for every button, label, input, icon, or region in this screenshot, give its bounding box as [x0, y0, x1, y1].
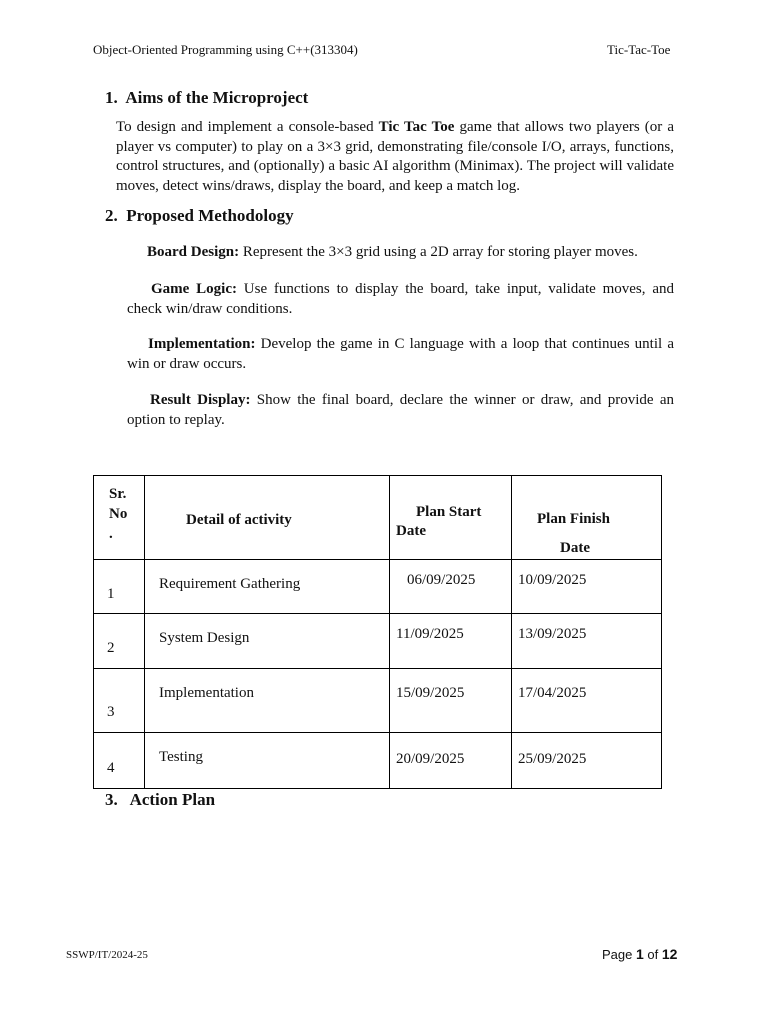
activity-cell [145, 560, 390, 614]
table-row [94, 669, 662, 733]
methodology-item [127, 242, 674, 262]
header-finish-line1: Plan Finish [537, 511, 610, 527]
finish-value: 17/04/2025 [518, 685, 587, 701]
sr-value: 1 [107, 586, 115, 602]
header-detail-cell [145, 476, 390, 560]
methodology-item-label: Game Logic: [151, 281, 237, 297]
table-header-row [94, 476, 662, 560]
section-title: Action Plan [129, 790, 216, 809]
activity-value: Requirement Gathering [159, 576, 301, 592]
section-title: Aims of the Microproject [125, 88, 309, 107]
header-start-line2: Date [396, 523, 426, 539]
finish-cell [512, 669, 662, 733]
start-cell [390, 669, 512, 733]
methodology-item-label: Board Design: [147, 244, 240, 260]
methodology-item-label: Result Display: [150, 392, 251, 408]
finish-cell [512, 560, 662, 614]
methodology-item-label: Implementation: [148, 336, 256, 352]
header-finish-cell [512, 476, 662, 560]
aims-text-before: To design and implement a console-based [116, 119, 379, 135]
action-plan-table [93, 475, 662, 789]
methodology-item-text: Represent the 3×3 grid using a 2D array for storing player moves. [239, 244, 638, 260]
methodology-item [127, 334, 674, 374]
sr-cell [94, 733, 145, 789]
finish-cell [512, 614, 662, 669]
activity-value: System Design [159, 630, 250, 646]
activity-cell [145, 669, 390, 733]
sr-cell [94, 614, 145, 669]
start-cell [390, 560, 512, 614]
aims-paragraph [116, 118, 674, 196]
sr-value: 2 [107, 640, 115, 656]
sr-value: 3 [107, 704, 115, 720]
header-detail: Detail of activity [186, 512, 292, 528]
footer-code: SSWP/IT/2024-25 [66, 949, 148, 961]
sr-cell [94, 669, 145, 733]
start-cell [390, 733, 512, 789]
table-row [94, 733, 662, 789]
header-start [396, 503, 481, 541]
sr-value: 4 [107, 760, 115, 776]
activity-value: Testing [159, 749, 203, 765]
start-value: 06/09/2025 [407, 572, 476, 588]
section-methodology-heading [105, 206, 294, 226]
page-of: of [643, 947, 662, 962]
header-start-line1: Plan Start [416, 504, 482, 520]
finish-value: 10/09/2025 [518, 572, 587, 588]
methodology-item-text: Show the final board, declare the winner or draw, and provide an option to replay. [127, 392, 674, 428]
finish-value: 13/09/2025 [518, 626, 587, 642]
section-aims-heading [105, 88, 308, 108]
section-action-plan-heading [105, 790, 215, 810]
methodology-item [127, 279, 674, 319]
activity-value: Implementation [159, 685, 254, 701]
sr-cell [94, 560, 145, 614]
header-sr-line1: Sr. [109, 486, 127, 502]
start-value: 11/09/2025 [396, 626, 464, 642]
section-title: Proposed Methodology [126, 206, 294, 225]
page-number [602, 946, 677, 962]
header-finish [537, 505, 610, 563]
finish-cell [512, 733, 662, 789]
start-cell [390, 614, 512, 669]
section-number: 2. [105, 206, 118, 225]
aims-text-after: game that allows two players (or a player vs computer) to play on a 3×3 grid, demonstrating file/console I/O, arrays, functions, control structures, and (optionally) a basic AI algorithm (Minimax). The project will validate moves, detect wins/draws, display the board, and keep a match log. [116, 119, 674, 194]
aims-text-bold: Tic Tac Toe [378, 119, 455, 135]
table-row [94, 614, 662, 669]
header-finish-line2: Date [560, 540, 590, 556]
methodology-item [127, 390, 674, 430]
activity-cell [145, 614, 390, 669]
section-number: 3. [105, 790, 118, 809]
page-total: 12 [661, 946, 678, 962]
start-value: 15/09/2025 [396, 685, 465, 701]
activity-cell [145, 733, 390, 789]
header-project: Tic-Tac-Toe [607, 42, 671, 57]
header-sr-line3: . [109, 526, 113, 542]
header-course: Object-Oriented Programming using C++(313304) [93, 42, 358, 57]
start-value: 20/09/2025 [396, 751, 465, 767]
finish-value: 25/09/2025 [518, 751, 587, 767]
page-current: 1 [635, 946, 644, 962]
header-sr-line2: No [109, 506, 128, 522]
header-start-cell [390, 476, 512, 560]
methodology-item-text: Use functions to display the board, take input, validate moves, and check win/draw conditions. [127, 281, 674, 317]
page-word: Page [602, 947, 636, 962]
section-number: 1. [105, 88, 118, 107]
header-sr-cell [94, 476, 145, 560]
methodology-item-text: Develop the game in C language with a loop that continues until a win or draw occurs. [127, 336, 674, 372]
header-sr [109, 484, 127, 544]
table-row [94, 560, 662, 614]
